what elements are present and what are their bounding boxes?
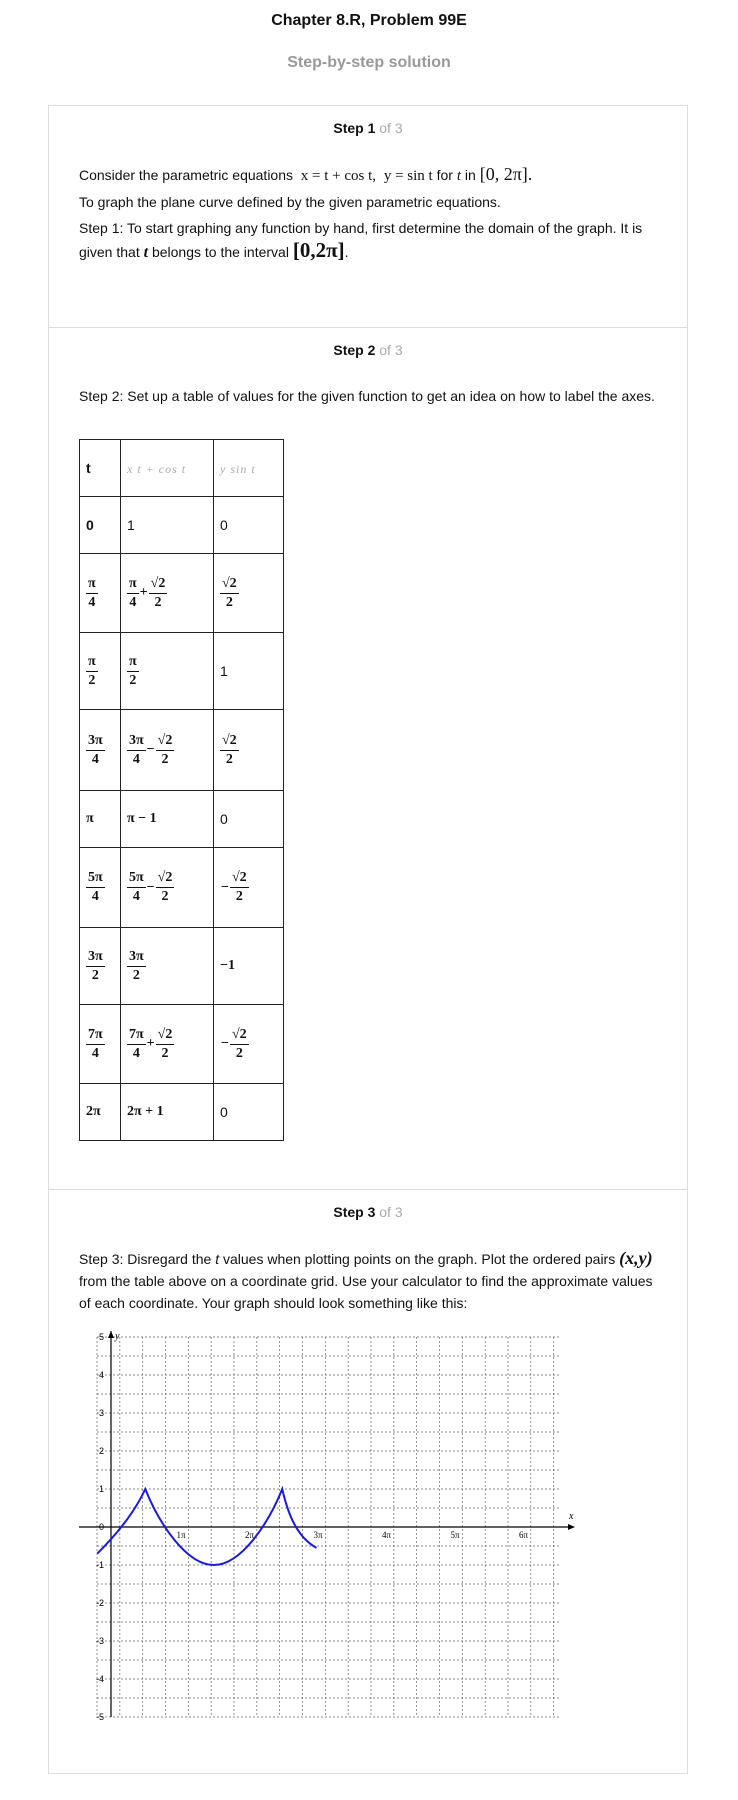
step-3-text <box>49 1247 687 1314</box>
x-tick-label: 6π <box>519 1530 529 1540</box>
x-tick-label: 3π <box>313 1530 323 1540</box>
table-row <box>80 497 284 554</box>
x-tick-label: 1π <box>176 1530 186 1540</box>
ordered-pair: (x,y) <box>619 1248 653 1268</box>
equation-x: x = t + cos t, <box>300 168 377 184</box>
text-a: Step 3: Disregard the <box>79 1251 212 1267</box>
cell-y: 0 <box>214 1084 284 1141</box>
cell-t: $\frac{5\pi}{4}$ <box>80 848 121 928</box>
y-tick-label: -1 <box>95 1560 104 1570</box>
table-row <box>80 710 284 791</box>
step-3-heading <box>49 1204 687 1220</box>
y-tick-label: 1 <box>98 1484 104 1494</box>
for-text: for <box>436 167 453 183</box>
table-row <box>80 791 284 848</box>
step-label: Step 2 <box>333 342 376 358</box>
header-t: t <box>80 440 121 497</box>
cell-x: $\frac{5\pi}{4}$ − $\frac{√2}{2}$ <box>121 848 214 928</box>
cell-x: $\frac{7\pi}{4}$ + $\frac{√2}{2}$ <box>121 1005 214 1084</box>
cell-t: $\frac{3\pi}{2}$ <box>80 928 121 1005</box>
y-tick-label: 4 <box>98 1370 104 1380</box>
cell-y: $\frac{√2}{2}$ <box>214 554 284 633</box>
t-variable-bold: t <box>143 244 149 261</box>
header-x-text: x t + cos t <box>127 461 187 476</box>
interval: [0, 2π]. <box>479 164 533 184</box>
x-axis-arrow <box>568 1524 575 1530</box>
cell-y: 1 <box>214 633 284 710</box>
table-row <box>80 848 284 928</box>
t-variable: t <box>215 1251 220 1267</box>
header-y <box>214 440 284 497</box>
y-tick-label: 3 <box>98 1408 104 1418</box>
y-axis-arrow <box>108 1331 114 1338</box>
cell-t: 2π <box>80 1084 121 1141</box>
parametric-graph <box>79 1331 599 1723</box>
step-1-line3 <box>49 217 687 264</box>
step-label: Step 1 <box>333 120 376 136</box>
y-tick-label: -2 <box>95 1598 104 1608</box>
x-tick-label: 4π <box>382 1530 392 1540</box>
step-count: of 3 <box>379 120 403 136</box>
equation-y: y = sin t <box>383 168 433 184</box>
step-3-card <box>48 1189 688 1774</box>
table-row <box>80 554 284 633</box>
cell-t: $\frac{\pi}{4}$ <box>80 554 121 633</box>
in-text: in <box>464 167 476 183</box>
step-count: of 3 <box>379 342 403 358</box>
step-count: of 3 <box>379 1204 403 1220</box>
cell-t: $\frac{7\pi}{4}$ <box>80 1005 121 1084</box>
step-2-card <box>48 327 688 1189</box>
x-tick-label: 2π <box>245 1530 255 1540</box>
cell-x: $\frac{3\pi}{4}$ − $\frac{√2}{2}$ <box>121 710 214 791</box>
step-1-heading <box>49 120 687 136</box>
text-c: from the table above on a coordinate grid. Use your calculator to find the approximate values of each coordinate. Your graph should look something like this: <box>79 1273 653 1311</box>
axes <box>79 1331 575 1717</box>
cell-t: 0 <box>80 497 121 554</box>
text-b: values when plotting points on the graph. Plot the ordered pairs <box>222 1251 616 1267</box>
step-2-heading <box>49 342 687 358</box>
cell-y: $\frac{√2}{2}$ <box>214 710 284 791</box>
cell-t: $\frac{\pi}{2}$ <box>80 633 121 710</box>
cell-x: 1 <box>121 497 214 554</box>
table-row <box>80 1005 284 1084</box>
header-y-text: y sin t <box>220 461 256 476</box>
x-tick-label: 5π <box>450 1530 460 1540</box>
cell-x: $\frac{\pi}{2}$ <box>121 633 214 710</box>
table-row <box>80 1084 284 1141</box>
step-1-intro <box>49 163 687 187</box>
x-axis-label: x <box>569 1511 574 1522</box>
y-tick-label: 2 <box>98 1446 104 1456</box>
page-title: Chapter 8.R, Problem 99E <box>271 12 467 29</box>
values-table <box>79 439 284 1141</box>
line3-end: . <box>344 244 349 260</box>
t-variable: t <box>456 168 462 184</box>
cell-t: π <box>80 791 121 848</box>
cell-y: 0 <box>214 497 284 554</box>
page-subtitle: Step-by-step solution <box>287 54 451 71</box>
table-row <box>80 928 284 1005</box>
interval-bold: [0,2π] <box>292 238 345 262</box>
cell-x: $\frac{\pi}{4}$ + $\frac{√2}{2}$ <box>121 554 214 633</box>
cell-y: − $\frac{√2}{2}$ <box>214 848 284 928</box>
y-tick-label: -5 <box>95 1712 104 1722</box>
y-tick-label: 5 <box>98 1332 104 1342</box>
y-axis-label: y <box>115 1331 120 1342</box>
y-tick-label: -4 <box>95 1674 104 1684</box>
step-1-line2: To graph the plane curve defined by the given parametric equations. <box>79 194 501 210</box>
table-row <box>80 633 284 710</box>
y-tick-label: 0 <box>98 1522 104 1532</box>
line3-text-b: belongs to the interval <box>151 244 289 260</box>
cell-x: π − 1 <box>121 791 214 848</box>
cell-y: − $\frac{√2}{2}$ <box>214 1005 284 1084</box>
y-tick-label: -3 <box>95 1636 104 1646</box>
cell-x: $\frac{3\pi}{2}$ <box>121 928 214 1005</box>
step-1-card <box>48 105 688 327</box>
cell-x: 2π + 1 <box>121 1084 214 1141</box>
cell-t: $\frac{3\pi}{4}$ <box>80 710 121 791</box>
header-x <box>121 440 214 497</box>
step-label: Step 3 <box>333 1204 376 1220</box>
line3-text-a: Step 1: To start graphing any function by hand, first determine the domain of the graph. It is given that <box>79 220 643 260</box>
step-2-text: Step 2: Set up a table of values for the given function to get an idea on how to label the axes. <box>79 388 655 404</box>
intro-text: Consider the parametric equations <box>79 167 294 183</box>
cell-y: −1 <box>214 928 284 1005</box>
cell-y: 0 <box>214 791 284 848</box>
table-header-row <box>80 440 284 497</box>
